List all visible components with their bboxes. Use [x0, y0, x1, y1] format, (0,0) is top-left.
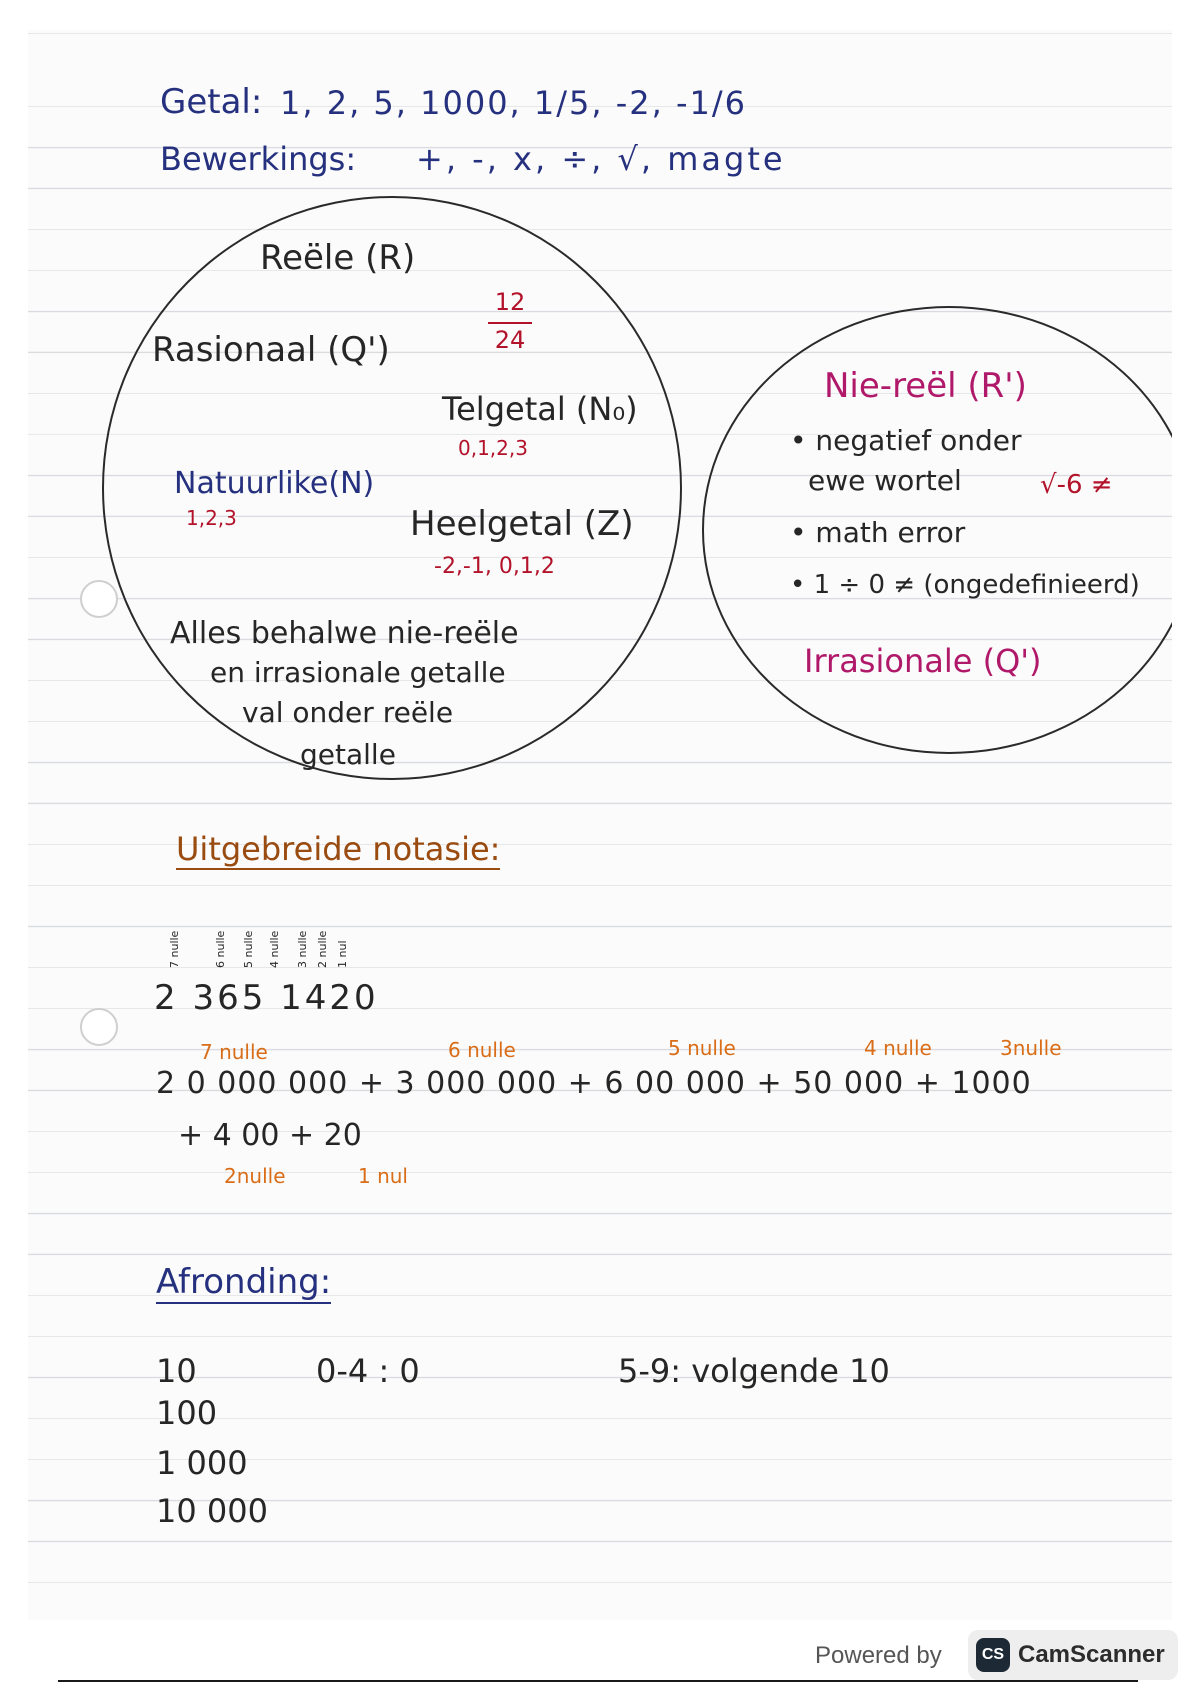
real-title: Reële (R) — [260, 238, 416, 278]
rounding-heading: Afronding: — [156, 1262, 332, 1302]
bewerkings-label: Bewerkings: — [160, 140, 357, 178]
rounding-value: 10 — [156, 1352, 197, 1390]
natuurlike-examples: 1,2,3 — [186, 506, 237, 530]
camscanner-badge — [968, 1630, 1178, 1680]
place-label: 3 nulle — [296, 930, 309, 968]
rounding-value: 1 000 — [156, 1444, 248, 1482]
rounding-rule-low: 0-4 : 0 — [316, 1352, 420, 1390]
footer-divider — [58, 1680, 1138, 1682]
real-note-line2: en irrasionale getalle — [210, 656, 506, 689]
bewerkings-values: +, -, x, ÷, √, magte — [416, 140, 786, 178]
notebook-page — [28, 30, 1172, 1620]
place-label: 4 nulle — [268, 930, 281, 968]
rasionaal-label: Rasionaal (Q') — [152, 330, 390, 370]
lower-place-label: 1 nul — [358, 1164, 408, 1188]
camscanner-brand: CamScanner — [1018, 1641, 1165, 1668]
powered-by-text: Powered by — [815, 1642, 942, 1669]
upper-place-label: 5 nulle — [668, 1036, 736, 1060]
place-label: 1 nul — [336, 940, 349, 968]
expanded-line1: 2 0 000 000 + 3 000 000 + 6 00 000 + 50 000 + 1000 — [156, 1066, 1032, 1101]
real-note-line3: val onder reële — [242, 696, 454, 729]
heelgetal-examples: -2,-1, 0,1,2 — [434, 554, 555, 579]
rounding-rule-high: 5-9: volgende 10 — [618, 1352, 890, 1390]
camscanner-logo-icon: CS — [976, 1638, 1010, 1672]
nonreal-example: √-6 ≠ — [1040, 470, 1113, 500]
irrasionale-label: Irrasionale (Q') — [804, 642, 1042, 680]
nonreal-title: Nie-reël (R') — [824, 366, 1027, 406]
lower-place-label: 2nulle — [224, 1164, 286, 1188]
expanded-heading: Uitgebreide notasie: — [176, 830, 501, 868]
telgetal-examples: 0,1,2,3 — [458, 436, 528, 460]
rounding-value: 100 — [156, 1394, 218, 1432]
nonreal-bullet1-line1: • negatief onder — [790, 424, 1022, 457]
binder-hole — [80, 1008, 118, 1046]
upper-place-label: 7 nulle — [200, 1040, 268, 1064]
natuurlike-label: Natuurlike(N) — [174, 466, 375, 501]
fraction-denominator: 24 — [494, 326, 526, 354]
place-label: 2 nulle — [316, 930, 329, 968]
getal-label: Getal: — [160, 82, 263, 122]
rounding-value: 10 000 — [156, 1492, 268, 1530]
place-label: 7 nulle — [168, 930, 181, 968]
telgetal-label: Telgetal (N₀) — [442, 390, 638, 428]
place-label: 5 nulle — [242, 930, 255, 968]
fraction-numerator: 12 — [494, 288, 526, 316]
nonreal-bullet3: • 1 ÷ 0 ≠ (ongedefinieerd) — [790, 570, 1140, 600]
getal-values: 1, 2, 5, 1000, 1/5, -2, -1/6 — [280, 84, 748, 122]
heelgetal-label: Heelgetal (Z) — [410, 504, 634, 544]
nonreal-bullet2: • math error — [790, 516, 966, 549]
upper-place-label: 6 nulle — [448, 1038, 516, 1062]
upper-place-label: 4 nulle — [864, 1036, 932, 1060]
expanded-line2: + 4 00 + 20 — [178, 1118, 362, 1153]
real-note-line4: getalle — [300, 738, 396, 771]
expanded-number: 2 365 1420 — [154, 978, 379, 1018]
upper-place-label: 3nulle — [1000, 1036, 1062, 1060]
nonreal-bullet1-line2: ewe wortel — [808, 464, 962, 497]
binder-hole — [80, 580, 118, 618]
real-note-line1: Alles behalwe nie-reële — [170, 616, 519, 651]
place-label: 6 nulle — [214, 930, 227, 968]
fraction-bar — [488, 322, 532, 324]
